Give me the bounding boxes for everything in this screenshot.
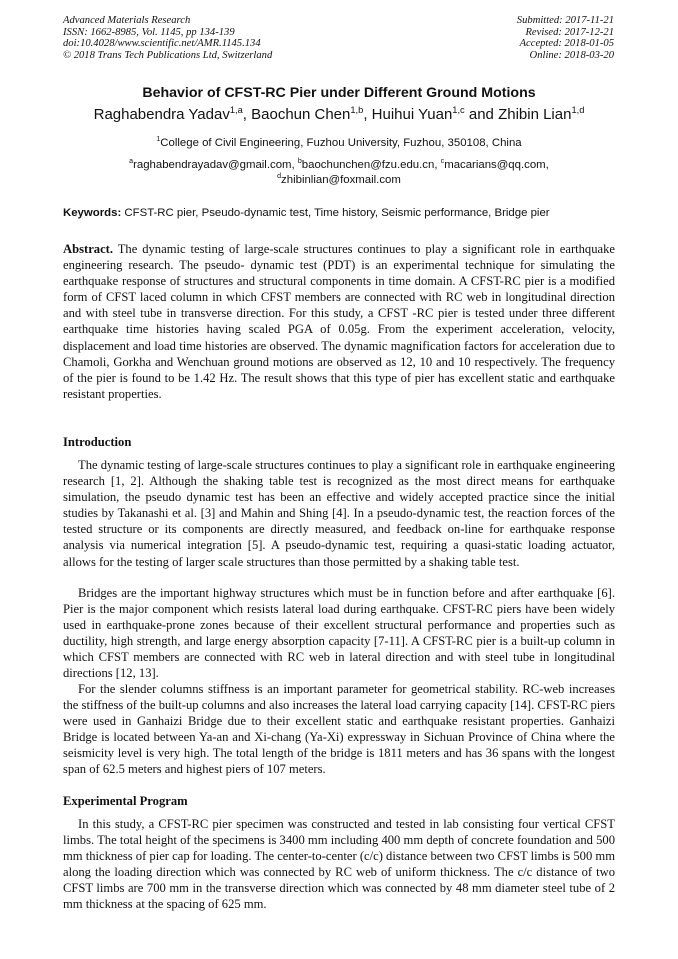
abstract-label: Abstract. xyxy=(63,242,114,256)
email-list xyxy=(0,158,678,188)
header-right xyxy=(517,15,614,61)
email-mark: b xyxy=(297,158,302,166)
author xyxy=(498,106,584,123)
email-mark: a xyxy=(129,158,134,166)
accepted-date: Accepted: 2018-01-05 xyxy=(519,38,614,50)
online-date: Online: 2018-03-20 xyxy=(529,49,614,61)
author-affiliation-mark: 1,b xyxy=(350,105,364,115)
paragraph: In this study, a CFST-RC pier specimen was constructed and tested in lab consisting four vertical CFST limbs. The total height of the specimens is 3400 mm including 400 mm depth of concrete foundation and 500 mm thickness of pier cap for loading. The center-to-center (c/c) distance between two CFST limbs is 500 mm along the loading direction which was connected by RC web of uniform thickness. The c/c distance of two CFST limbs are 700 mm in the transverse direction which was connected by 48 mm diameter steel tube of 2 mm thickness at the spacing of 625 mm. xyxy=(63,817,615,912)
author-name: Raghabendra Yadav xyxy=(93,106,230,123)
author-affiliation-mark: 1,d xyxy=(571,105,585,115)
author-name: Zhibin Lian xyxy=(498,106,572,123)
keywords-label: Keywords: xyxy=(63,207,122,219)
header-left xyxy=(63,15,272,61)
author xyxy=(372,106,498,123)
author-affiliation-mark: 1,c xyxy=(452,105,465,115)
journal-name: Advanced Materials Research xyxy=(63,15,191,26)
author-separator: , xyxy=(242,106,252,123)
author-separator: and xyxy=(464,106,499,123)
email-address[interactable]: zhibinlian@foxmail.com xyxy=(281,174,401,186)
keywords xyxy=(63,206,623,221)
journal-issn: ISSN: 1662-8985, Vol. 1145, pp 134-139 xyxy=(63,26,235,38)
submitted-date: Submitted: 2017-11-21 xyxy=(516,15,614,26)
email-line xyxy=(0,173,678,188)
email-address[interactable]: macarians@qq.com xyxy=(444,159,546,171)
author-affiliation-mark: 1,a xyxy=(229,105,243,115)
revised-date: Revised: 2017-12-21 xyxy=(525,26,614,38)
keywords-text: CFST-RC pier, Pseudo-dynamic test, Time history, Seismic performance, Bridge pier xyxy=(124,207,550,219)
author xyxy=(94,106,252,123)
email-line xyxy=(0,158,678,173)
paragraph: The dynamic testing of large-scale structures continues to play a significant role in earthquake engineering research [1, 2]. Although the shaking table test is recognized as the most direct means for earthquake simulation, the pseudo dynamic test has been an effective and widely accepted practice since the initial studies by Takanashi et al. [3] and Mahin and Shing [4]. In a pseudo-dynamic test, the reaction forces of the tested structure or its components are directly measured, and feedback on-line for earthquake response analysis via numerical integration [5]. A pseudo-dynamic test, requiring a quasi-static loading actuator, allows for the testing of larger scale structures than those permitted by a shaking table test. xyxy=(63,458,615,569)
paragraph: Bridges are the important highway structures which must be in function before and after earthquake [6]. Pier is the major component which resists lateral load during earthquake. CFST-RC piers have been widely used in earthquake-prone zones because of their excellent structural performance and properties such as ductility, high strength, and large energy absorption capacity [7-11]. A CFST-RC pier is a built-up column in which CFST members are connected with RC web in lateral direction and with steel tube in longitudinal directions [12, 13]. xyxy=(63,586,615,681)
paragraph: For the slender columns stiffness is an important parameter for geometrical stability. RC-web increases the stiffness of the built-up columns and also increases the lateral load carrying capacity [14]. CFST-RC piers were used in Ganhaizi Bridge due to their excellent static and earthquake resistant properties. Ganhaizi Bridge is located between Ya-an and Xi-chang (Ya-Xi) expressway in Sichuan Province of China where the seismicity level is very high. The total length of the bridge is 1811 meters and has 36 spans with the longest span of 62.5 meters and highest piers of 107 meters. xyxy=(63,682,615,777)
affiliation-mark: 1 xyxy=(156,136,161,144)
email-separator: , xyxy=(545,159,549,171)
paper-title: Behavior of CFST-RC Pier under Different Ground Motions xyxy=(142,85,536,101)
email-address[interactable]: baochunchen@fzu.edu.cn xyxy=(301,159,435,171)
abstract xyxy=(63,241,615,402)
author xyxy=(251,106,372,123)
author-name: Huihui Yuan xyxy=(371,106,453,123)
author-name: Baochun Chen xyxy=(251,106,351,123)
section-heading-experimental-program: Experimental Program xyxy=(63,794,188,808)
email-separator: , xyxy=(291,159,298,171)
affiliation-text: College of Civil Engineering, Fuzhou University, Fuzhou, 350108, China xyxy=(160,137,522,149)
email-separator: , xyxy=(434,159,441,171)
abstract-text: The dynamic testing of large-scale structures continues to play a significant role in earthquake engineering research. The pseudo- dynamic test (PDT) is an experimental technique for simulating the earthquake response of structures and structural components in time domain. A CFST-RC pier is a modified form of CFST laced column in which CFST members are connected with RC web in longitudinal direction and with steel tube in transverse direction. For this study, a CFST -RC pier is tested under three different earthquake time histories having scaled PGA of 0.05g. From the experiment acceleration, velocity, displacement and load time histories are observed. The dynamic magnification factors for acceleration due to Chamoli, Gorkha and Wenchuan ground motions are observed as 12, 10 and 10 respectively. The frequency of the pier is found to be 1.42 Hz. The result shows that this type of pier has excellent static and earthquake resistant properties. xyxy=(63,242,616,401)
email-mark: c xyxy=(440,158,445,166)
journal-doi: doi:10.4028/www.scientific.net/AMR.1145.134 xyxy=(63,38,261,50)
author-list xyxy=(0,105,678,125)
author-separator: , xyxy=(363,106,372,123)
affiliation xyxy=(0,136,678,151)
section-heading-introduction: Introduction xyxy=(63,435,132,449)
email-address[interactable]: raghabendrayadav@gmail.com xyxy=(133,159,292,171)
journal-copyright: © 2018 Trans Tech Publications Ltd, Switzerland xyxy=(63,49,273,61)
email-mark: d xyxy=(277,173,282,181)
